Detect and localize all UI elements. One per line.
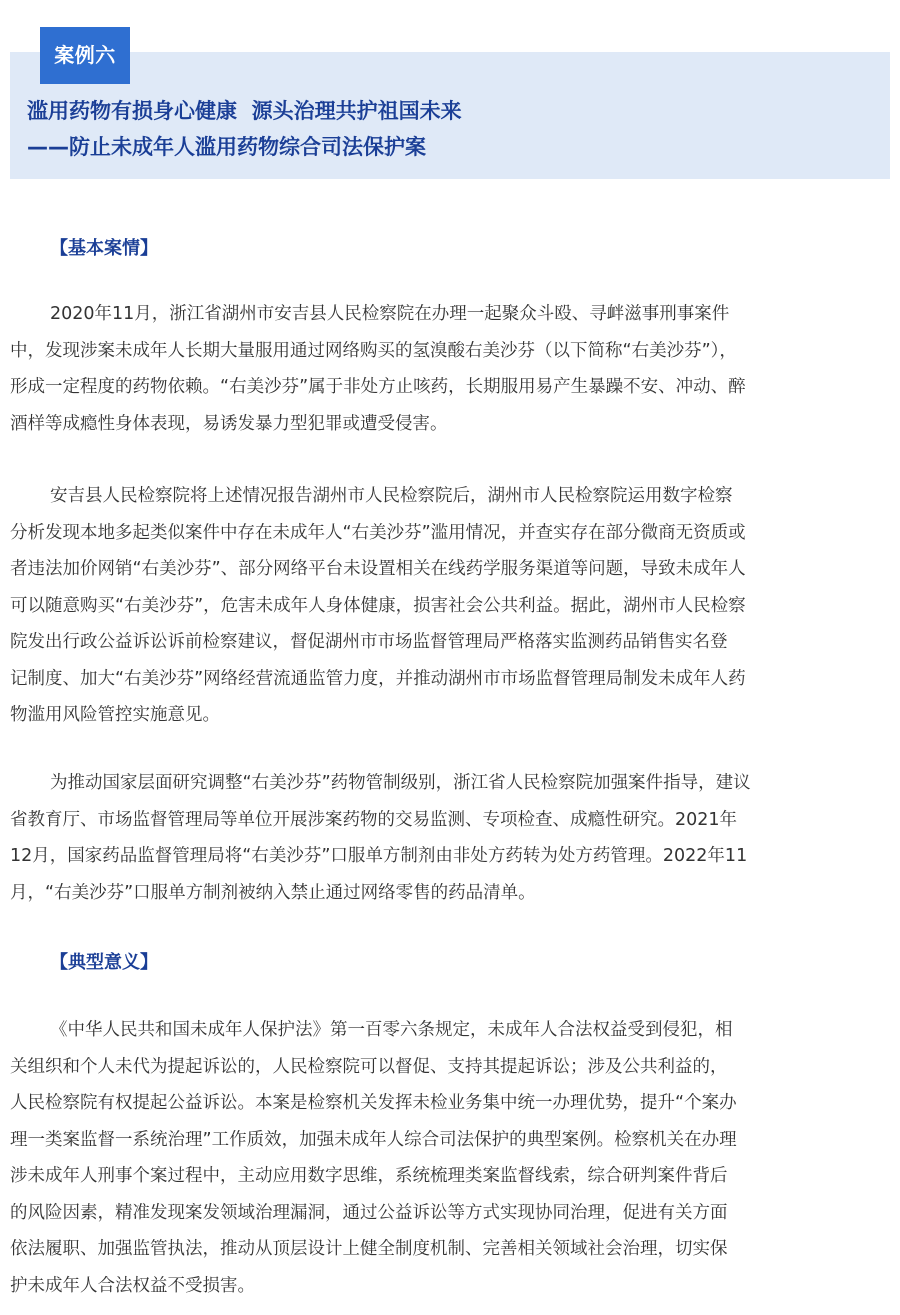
- text-line: 院发出行政公益诉讼诉前检察建议，督促湖州市市场监督管理局严格落实监测药品销售实名登: [10, 632, 728, 652]
- text-line: 者违法加价网销“右美沙芬”、部分网络平台未设置相关在线药学服务渠道等问题，导致未成年人: [10, 559, 746, 579]
- case-number-badge: 案例六: [40, 27, 130, 84]
- case-title-subtitle: ——防止未成年人滥用药物综合司法保护案: [27, 135, 426, 159]
- text-line: 酒样等成瘾性身体表现，易诱发暴力型犯罪或遭受侵害。: [10, 413, 448, 434]
- text-line: 形成一定程度的药物依赖。“右美沙芬”属于非处方止咳药，长期服用易产生暴躁不安、冲动、醉: [10, 377, 746, 397]
- text-line: 记制度、加大“右美沙芬”网络经营流通监管力度，并推动湖州市市场监督管理局制发未成年人药: [10, 668, 746, 689]
- basic-facts-paragraph-1: [10, 296, 890, 442]
- text-line: 中，发现涉案未成年人长期大量服用通过网络购买的氢溴酸右美沙芬（以下简称“右美沙芬”），: [10, 340, 737, 361]
- basic-facts-paragraph-2: [10, 478, 890, 734]
- text-line: 护未成年人合法权益不受损害。: [10, 1275, 255, 1296]
- text-line: 安吉县人民检察院将上述情况报告湖州市人民检察院后，湖州市人民检察院运用数字检察: [50, 486, 733, 506]
- section-heading-significance: 【典型意义】: [50, 952, 158, 973]
- text-line: 可以随意购买“右美沙芬”，危害未成年人身体健康，损害社会公共利益。据此，湖州市人民检察: [10, 595, 746, 616]
- case-title-main: 滥用药物有损身心健康 源头治理共护祖国未来: [27, 99, 462, 123]
- text-line: 涉未成年人刑事个案过程中，主动应用数字思维，系统梳理类案监督线索，综合研判案件背后: [10, 1166, 728, 1186]
- text-line: 的风险因素，精准发现案发领域治理漏洞，通过公益诉讼等方式实现协同治理，促进有关方面: [10, 1202, 728, 1223]
- text-line: 关组织和个人未代为提起诉讼的，人民检察院可以督促、支持其提起诉讼；涉及公共利益的，: [10, 1056, 728, 1077]
- text-line: 2020年11月，浙江省湖州市安吉县人民检察院在办理一起聚众斗殴、寻衅滋事刑事案件: [50, 304, 730, 324]
- basic-facts-paragraph-3: [10, 765, 890, 911]
- text-line: 《中华人民共和国未成年人保护法》第一百零六条规定，未成年人合法权益受到侵犯，相: [50, 1020, 733, 1040]
- text-line: 人民检察院有权提起公益诉讼。本案是检察机关发挥未检业务集中统一办理优势，提升“个案办: [10, 1093, 737, 1113]
- section-heading-basic-facts: 【基本案情】: [50, 238, 158, 259]
- text-line: 依法履职、加强监管执法，推动从顶层设计上健全制度机制、完善相关领域社会治理，切实保: [10, 1239, 728, 1259]
- text-line: 为推动国家层面研究调整“右美沙芬”药物管制级别，浙江省人民检察院加强案件指导，建议: [50, 773, 751, 793]
- text-line: 理一类案监督一系统治理”工作质效，加强未成年人综合司法保护的典型案例。检察机关在办理: [10, 1129, 737, 1150]
- text-line: 月，“右美沙芬”口服单方制剂被纳入禁止通过网络零售的药品清单。: [10, 882, 536, 903]
- significance-paragraph-1: [10, 1012, 890, 1304]
- text-line: 分析发现本地多起类似案件中存在未成年人“右美沙芬”滥用情况，并查实存在部分微商无资质或: [10, 522, 746, 543]
- text-line: 省教育厅、市场监督管理局等单位开展涉案药物的交易监测、专项检查、成瘾性研究。2021年: [10, 809, 738, 830]
- text-line: 物滥用风险管控实施意见。: [10, 705, 220, 725]
- text-line: 12月，国家药品监督管理局将“右美沙芬”口服单方制剂由非处方药转为处方药管理。2022年11: [10, 846, 748, 866]
